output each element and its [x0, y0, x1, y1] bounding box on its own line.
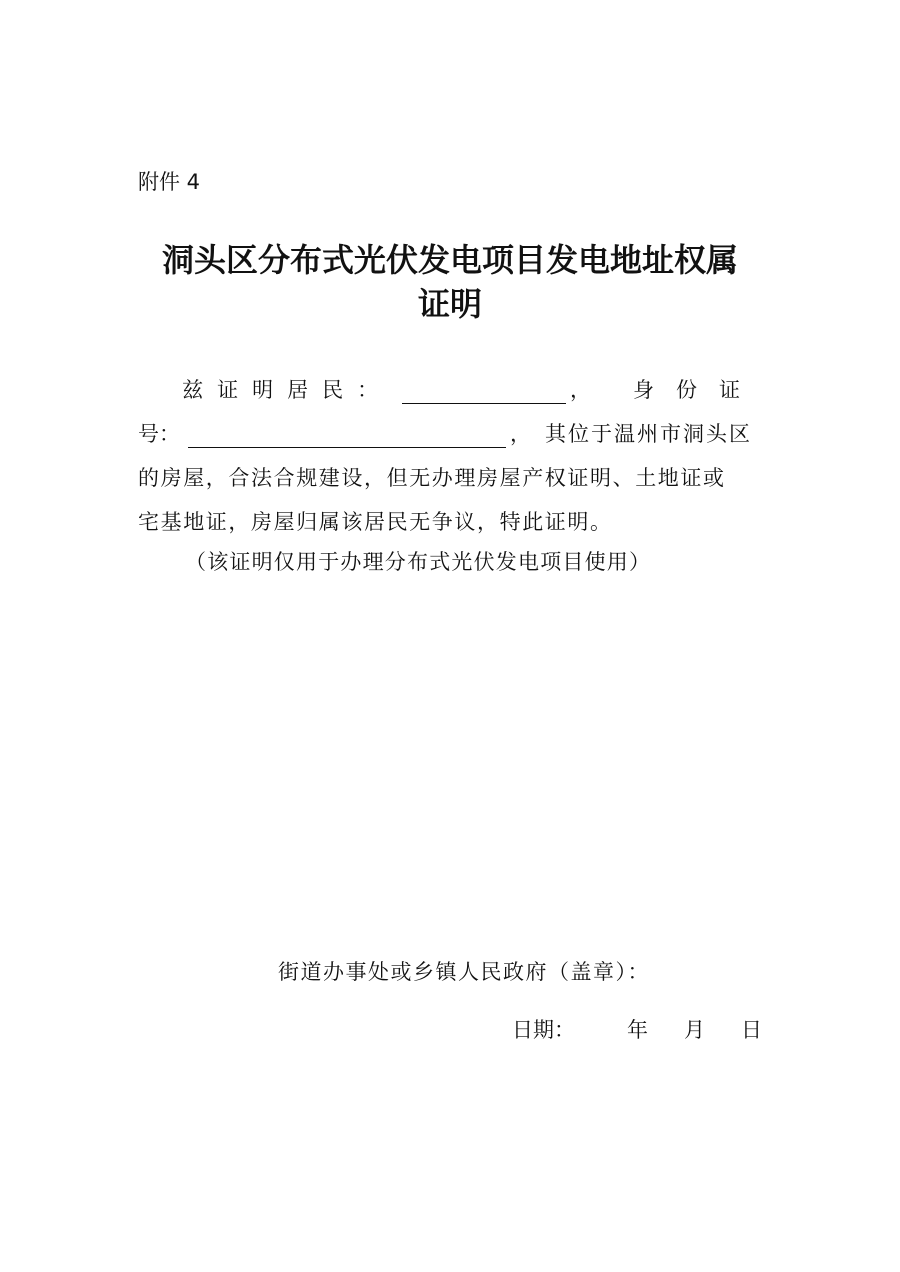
- comma: ，: [510, 422, 531, 446]
- body-line-4: 宅基地证，房屋归属该居民无争议，特此证明。: [138, 510, 613, 534]
- year-label: 年: [627, 1018, 648, 1042]
- id-number-blank[interactable]: [188, 425, 506, 448]
- id-label-continued: 号：: [138, 422, 180, 446]
- authority-stamp-label: 街道办事处或乡镇人民政府（盖章）：: [278, 960, 650, 984]
- day-label: 日: [741, 1018, 762, 1042]
- comma: ，: [570, 378, 591, 402]
- body-line-1: [138, 376, 762, 404]
- resident-name-blank[interactable]: [402, 381, 566, 404]
- attachment-label: 附件 4: [138, 170, 201, 194]
- document-title-line1: 洞头区分布式光伏发电项目发电地址权属: [161, 241, 738, 279]
- month-label: 月: [684, 1018, 705, 1042]
- date-label: 日期：: [512, 1018, 575, 1042]
- body-line-3: 的房屋，合法合规建设，但无办理房屋产权证明、土地证或: [138, 466, 726, 490]
- date-line: [512, 1016, 762, 1044]
- usage-note: （该证明仅用于办理分布式光伏发电项目使用）: [185, 550, 652, 574]
- intro-text: 兹证明居民：: [182, 378, 393, 402]
- document-title-line2: 证明: [417, 285, 482, 323]
- body-line-2: [138, 420, 762, 448]
- id-label: 身份证: [633, 378, 762, 402]
- location-text: 其位于温州市洞头区: [545, 422, 752, 446]
